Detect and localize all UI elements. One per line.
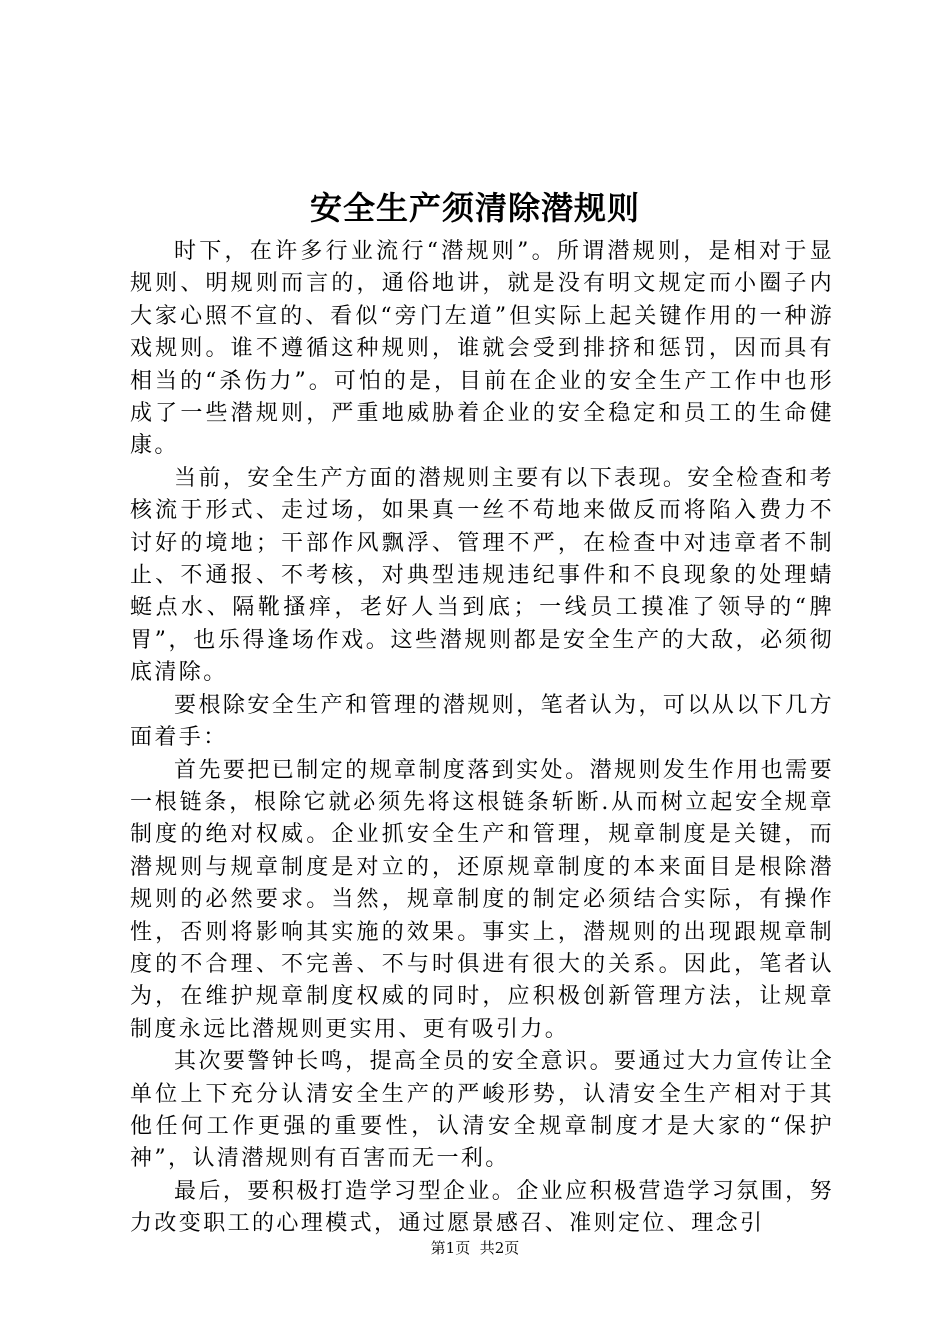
page-number: 第1页: [430, 1239, 471, 1257]
paragraph-third-measure: 最后，要积极打造学习型企业。企业应积极营造学习氛围，努力改变职工的心理模式，通过愿景感召、准则定位、理念引: [130, 1178, 834, 1237]
document-title: 安全生产须清除潜规则: [309, 189, 640, 227]
document-body: [130, 236, 834, 1241]
page-total: 共2页: [479, 1239, 520, 1257]
paragraph-approach: 要根除安全生产和管理的潜规则，笔者认为，可以从以下几方面着手：: [130, 692, 834, 751]
paragraph-first-measure: 首先要把已制定的规章制度落到实处。潜规则发生作用也需要一根链条，根除它就必须先将这根链条斩断.从而树立起安全规章制度的绝对权威。企业抓安全生产和管理，规章制度是关键，而潜规则与规章制度是对立的，还原规章制度的本来面目是根除潜规则的必然要求。当然，规章制度的制定必须结合实际，有操作性，否则将影响其实施的效果。事实上，潜规则的出现跟规章制度的不合理、不完善、不与时俱进有很大的关系。因此，笔者认为，在维护规章制度权威的同时，应积极创新管理方法，让规章制度永远比潜规则更实用、更有吸引力。: [130, 757, 834, 1042]
paragraph-second-measure: 其次要警钟长鸣，提高全员的安全意识。要通过大力宣传让全单位上下充分认清安全生产的严峻形势，认清安全生产相对于其他任何工作更强的重要性，认清安全规章制度才是大家的“保护神”，认清潜规则有百害而无一利。: [130, 1049, 834, 1172]
page-footer: [0, 1238, 950, 1258]
paragraph-current-issues: 当前，安全生产方面的潜规则主要有以下表现。安全检查和考核流于形式、走过场，如果真一丝不苟地来做反而将陷入费力不讨好的境地；干部作风飘浮、管理不严，在检查中对违章者不制止、不通报、不考核，对典型违规违纪事件和不良现象的处理蜻蜓点水、隔靴搔痒，老好人当到底；一线员工摸准了领导的“脾胃”，也乐得逢场作戏。这些潜规则都是安全生产的大敌，必须彻底清除。: [130, 465, 834, 686]
paragraph-intro: 时下，在许多行业流行“潜规则”。所谓潜规则，是相对于显规则、明规则而言的，通俗地讲，就是没有明文规定而小圈子内大家心照不宣的、看似“旁门左道”但实际上起关键作用的一种游戏规则。谁不遵循这种规则，谁就会受到排挤和惩罚，因而具有相当的“杀伤力”。可怕的是，目前在企业的安全生产工作中也形成了一些潜规则，严重地威胁着企业的安全稳定和员工的生命健康。: [130, 239, 834, 459]
